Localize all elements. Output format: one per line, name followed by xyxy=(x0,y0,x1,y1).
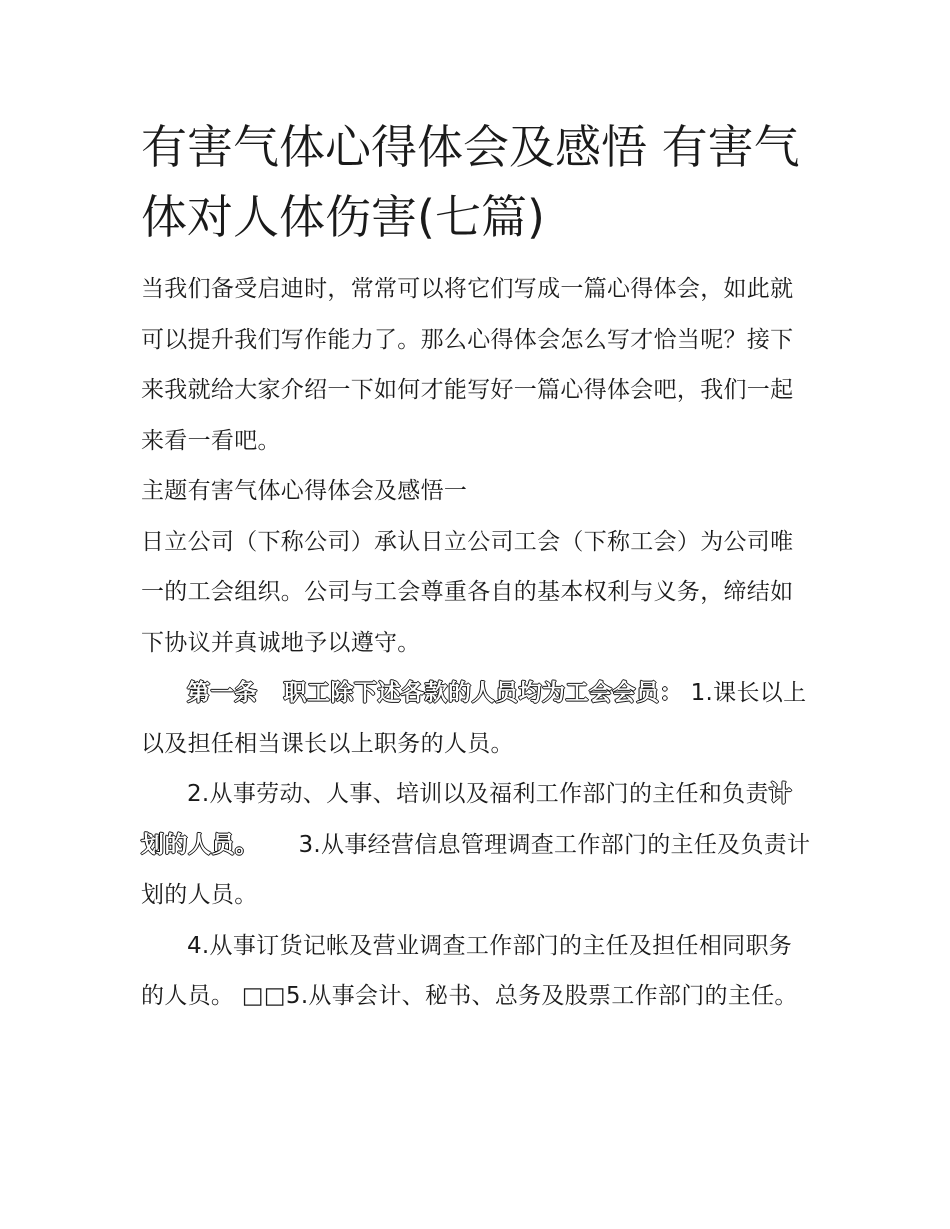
section-heading: 主题有害气体心得体会及感悟一 xyxy=(141,478,468,504)
agreement-intro-paragraph: 日立公司（下称公司）承认日立公司工会（下称工会）为公司唯一的工会组织。公司与工会尊重各自的基本权利与义务，缔结如下协议并真诚地予以遵守。 xyxy=(141,528,794,656)
item-4: 4.从事订货记帐及营业调查工作部门的主任及担任相同职务的人员。 xyxy=(141,932,793,1009)
items-4-5-paragraph xyxy=(141,921,813,1022)
item-3: 3.从事经营信息管理调查工作部门的主任及负责计划的人员。 xyxy=(141,831,811,908)
article-1-heading: 职工除下述各款的人员均为工会会员： xyxy=(283,680,683,706)
items-2-3-paragraph xyxy=(141,769,813,921)
missing-glyphs: □□ xyxy=(241,983,286,1009)
item-2-start: 2.从事劳动、人事、培训以及福利工作部门的主任和负责 xyxy=(187,781,769,807)
article-1-label: 第一条 xyxy=(187,680,258,706)
item-2-end: 计划的人员。 xyxy=(141,781,793,858)
article-1-paragraph xyxy=(141,668,813,769)
document-title: 有害气体心得体会及感悟 有害气体对人体伤害(七篇) xyxy=(141,120,800,244)
intro-paragraph: 当我们备受启迪时，常常可以将它们写成一篇心得体会，如此就可以提升我们写作能力了。那么心得体会怎么写才恰当呢？接下来我就给大家介绍一下如何才能写好一篇心得体会吧，我们一起来看一看吧。 xyxy=(141,276,794,454)
document-body xyxy=(141,112,813,1022)
article-1-item-1: 1.课长以上以及担任相当课长以上职务的人员。 xyxy=(141,680,807,757)
item-5: 5.从事会计、秘书、总务及股票工作部门的主任。 xyxy=(285,983,798,1009)
